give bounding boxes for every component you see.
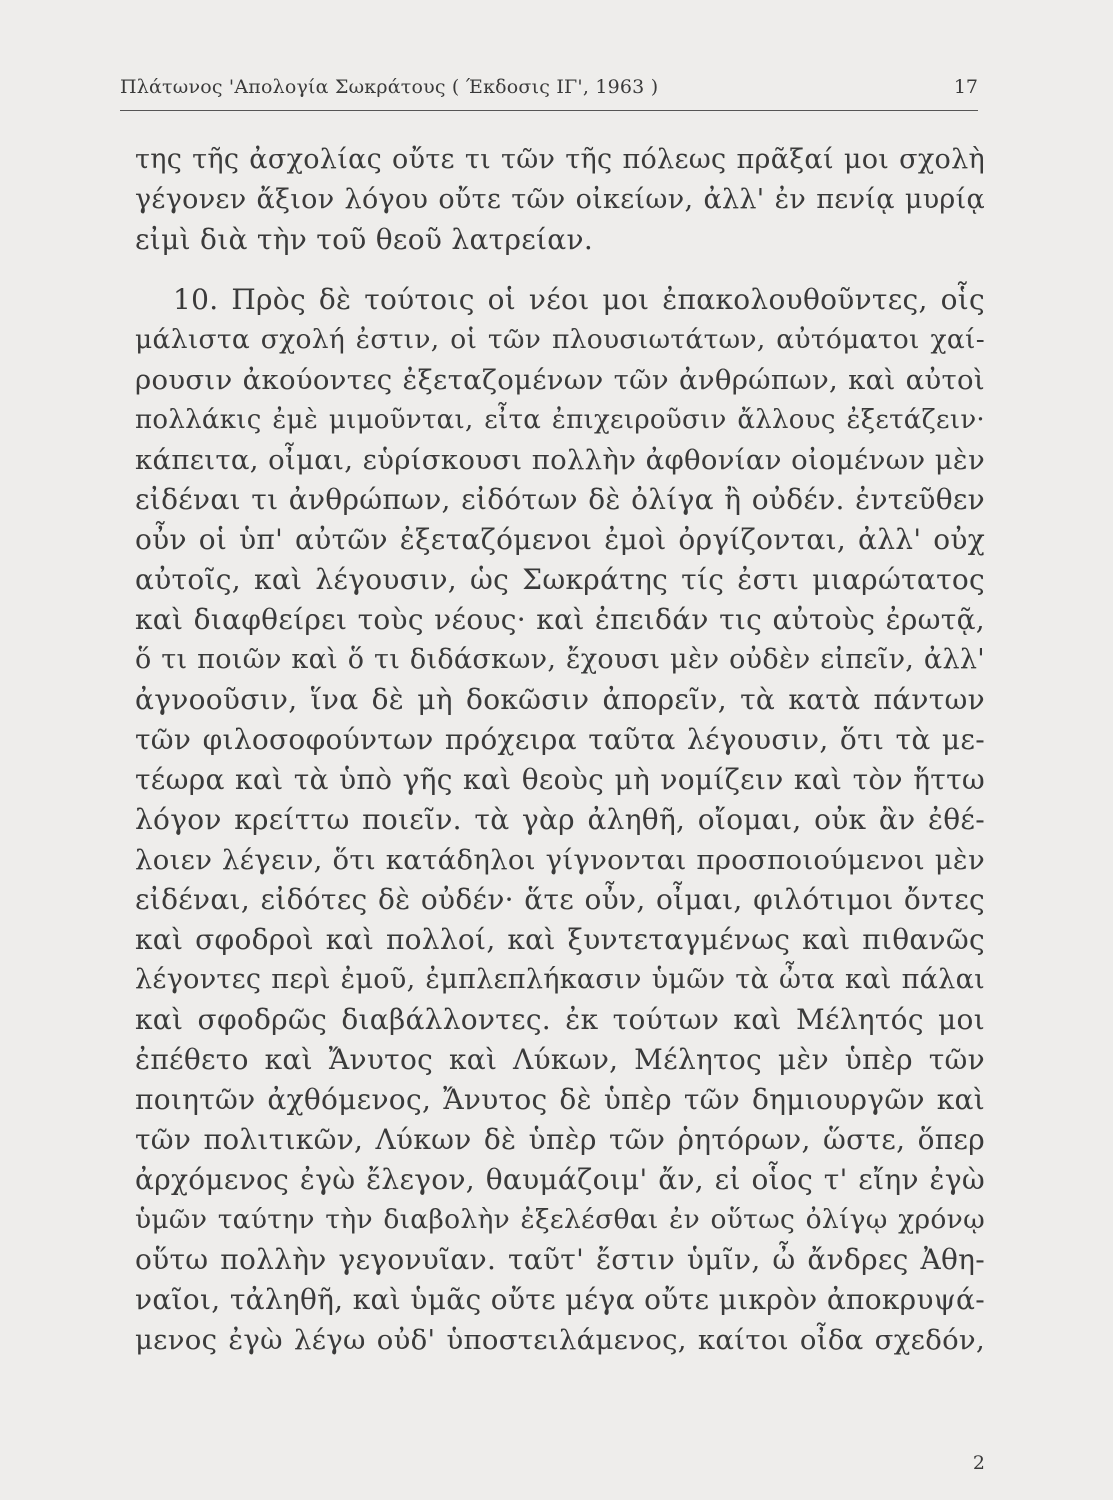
text-line: αὐτοῖς, καὶ λέγουσιν, ὡς Σωκράτης τίς ἐστι μιαρώτατος bbox=[135, 563, 985, 596]
text-line: καὶ σφοδρῶς διαβάλλοντες. ἐκ τούτων καὶ Μέλητός μοι bbox=[135, 1003, 985, 1036]
text-line: ὑμῶν ταύτην τὴν διαβολὴν ἐξελέσθαι ἐν οὕτως ὀλίγῳ χρόνῳ bbox=[135, 1204, 985, 1235]
text-line: πολλάκις ἐμὲ μιμοῦνται, εἶτα ἐπιχειροῦσιν ἄλλους ἐξετάζειν· bbox=[135, 405, 985, 435]
text-line: γέγονεν ἄξιον λόγου οὔτε τῶν οἰκείων, ἀλλ' ἐν πενίᾳ μυρίᾳ bbox=[135, 184, 985, 215]
running-head: Πλάτωνος 'Απολογία Σωκράτους ( Έκδοσις ΙΓ', 1963 ) bbox=[120, 76, 659, 98]
header-rule bbox=[120, 110, 978, 111]
text-line: ἀγνοοῦσιν, ἵνα δὲ μὴ δοκῶσιν ἀπορεῖν, τὰ κατὰ πάντων bbox=[135, 683, 985, 716]
text-line: ναῖοι, τἀληθῆ, καὶ ὑμᾶς οὔτε μέγα οὔτε μικρὸν ἀποκρυψά- bbox=[135, 1283, 985, 1316]
text-line: τέωρα καὶ τὰ ὑπὸ γῆς καὶ θεοὺς μὴ νομίζειν καὶ τὸν ἥττω bbox=[135, 763, 985, 796]
text-line: ἀρχόμενος ἐγὼ ἔλεγον, θαυμάζοιμ' ἄν, εἰ οἷος τ' εἴην ἐγὼ bbox=[135, 1163, 985, 1196]
text-line: λοιεν λέγειν, ὅτι κατάδηλοι γίγνονται προσποιούμενοι μὲν bbox=[135, 844, 985, 876]
text-line: ἐπέθετο καὶ Ἄνυτος καὶ Λύκων, Μέλητος μὲν ὑπὲρ τῶν bbox=[135, 1043, 985, 1076]
text-line: οὕτω πολλὴν γεγονυῖαν. ταῦτ' ἔστιν ὑμῖν, ὦ ἄνδρες Ἀθη- bbox=[135, 1243, 985, 1276]
text-line: μενος ἐγὼ λέγω οὐδ' ὑποστειλάμενος, καίτοι οἶδα σχεδόν, bbox=[135, 1324, 985, 1356]
signature-mark: 2 bbox=[972, 1452, 985, 1474]
text-line: λόγον κρείττω ποιεῖν. τὰ γὰρ ἀληθῆ, οἴομαι, οὐκ ἂν ἐθέ- bbox=[135, 803, 985, 836]
text-line: ποιητῶν ἀχθόμενος, Ἄνυτος δὲ ὑπὲρ τῶν δημιουργῶν καὶ bbox=[135, 1083, 985, 1116]
text-line: ρουσιν ἀκούοντες ἐξεταζομένων τῶν ἀνθρώπων, καὶ αὐτοὶ bbox=[135, 364, 985, 396]
body-text bbox=[135, 140, 985, 1360]
text-line: κάπειτα, οἶμαι, εὑρίσκουσι πολλὴν ἀφθονίαν οἰομένων μὲν bbox=[135, 444, 985, 476]
text-line: οὖν οἱ ὑπ' αὐτῶν ἐξεταζόμενοι ἐμοὶ ὀργίζονται, ἀλλ' οὐχ bbox=[135, 523, 985, 556]
text-line: καὶ διαφθείρει τοὺς νέους· καὶ ἐπειδάν τις αὐτοὺς ἐρωτᾷ, bbox=[135, 603, 985, 636]
text-line: της τῆς ἀσχολίας οὔτε τι τῶν τῆς πόλεως πρᾶξαί μοι σχολὴ bbox=[135, 144, 985, 175]
text-line: τῶν πολιτικῶν, Λύκων δὲ ὑπὲρ τῶν ῥητόρων, ὥστε, ὅπερ bbox=[135, 1123, 985, 1156]
text-line: εἰδέναι, εἰδότες δὲ οὐδέν· ἅτε οὖν, οἶμαι, φιλότιμοι ὄντες bbox=[135, 883, 985, 916]
text-line: λέγοντες περὶ ἐμοῦ, ἐμπλεπλήκασιν ὑμῶν τὰ ὦτα καὶ πάλαι bbox=[135, 964, 985, 995]
text-line: εἰμὶ διὰ τὴν τοῦ θεοῦ λατρείαν. bbox=[135, 223, 594, 256]
text-line: ὅ τι ποιῶν καὶ ὅ τι διδάσκων, ἔχουσι μὲν οὐδὲν εἰπεῖν, ἀλλ' bbox=[135, 644, 985, 675]
text-line: τῶν φιλοσοφούντων πρόχειρα ταῦτα λέγουσιν, ὅτι τὰ με- bbox=[135, 723, 985, 756]
page-header bbox=[120, 76, 978, 114]
section-10-first-line: 10. Πρὸς δὲ τούτοις οἱ νέοι μοι ἐπακολουθοῦντες, οἷς bbox=[173, 283, 985, 316]
text-line: καὶ σφοδροὶ καὶ πολλοί, καὶ ξυντεταγμένως καὶ πιθανῶς bbox=[135, 923, 985, 956]
text-line: μάλιστα σχολή ἐστιν, οἱ τῶν πλουσιωτάτων, αὐτόματοι χαί- bbox=[135, 324, 985, 355]
paragraph-gap bbox=[135, 260, 985, 280]
page-number: 17 bbox=[953, 76, 978, 98]
text-line: εἰδέναι τι ἀνθρώπων, εἰδότων δὲ ὀλίγα ἢ οὐδέν. ἐντεῦθεν bbox=[135, 483, 985, 516]
